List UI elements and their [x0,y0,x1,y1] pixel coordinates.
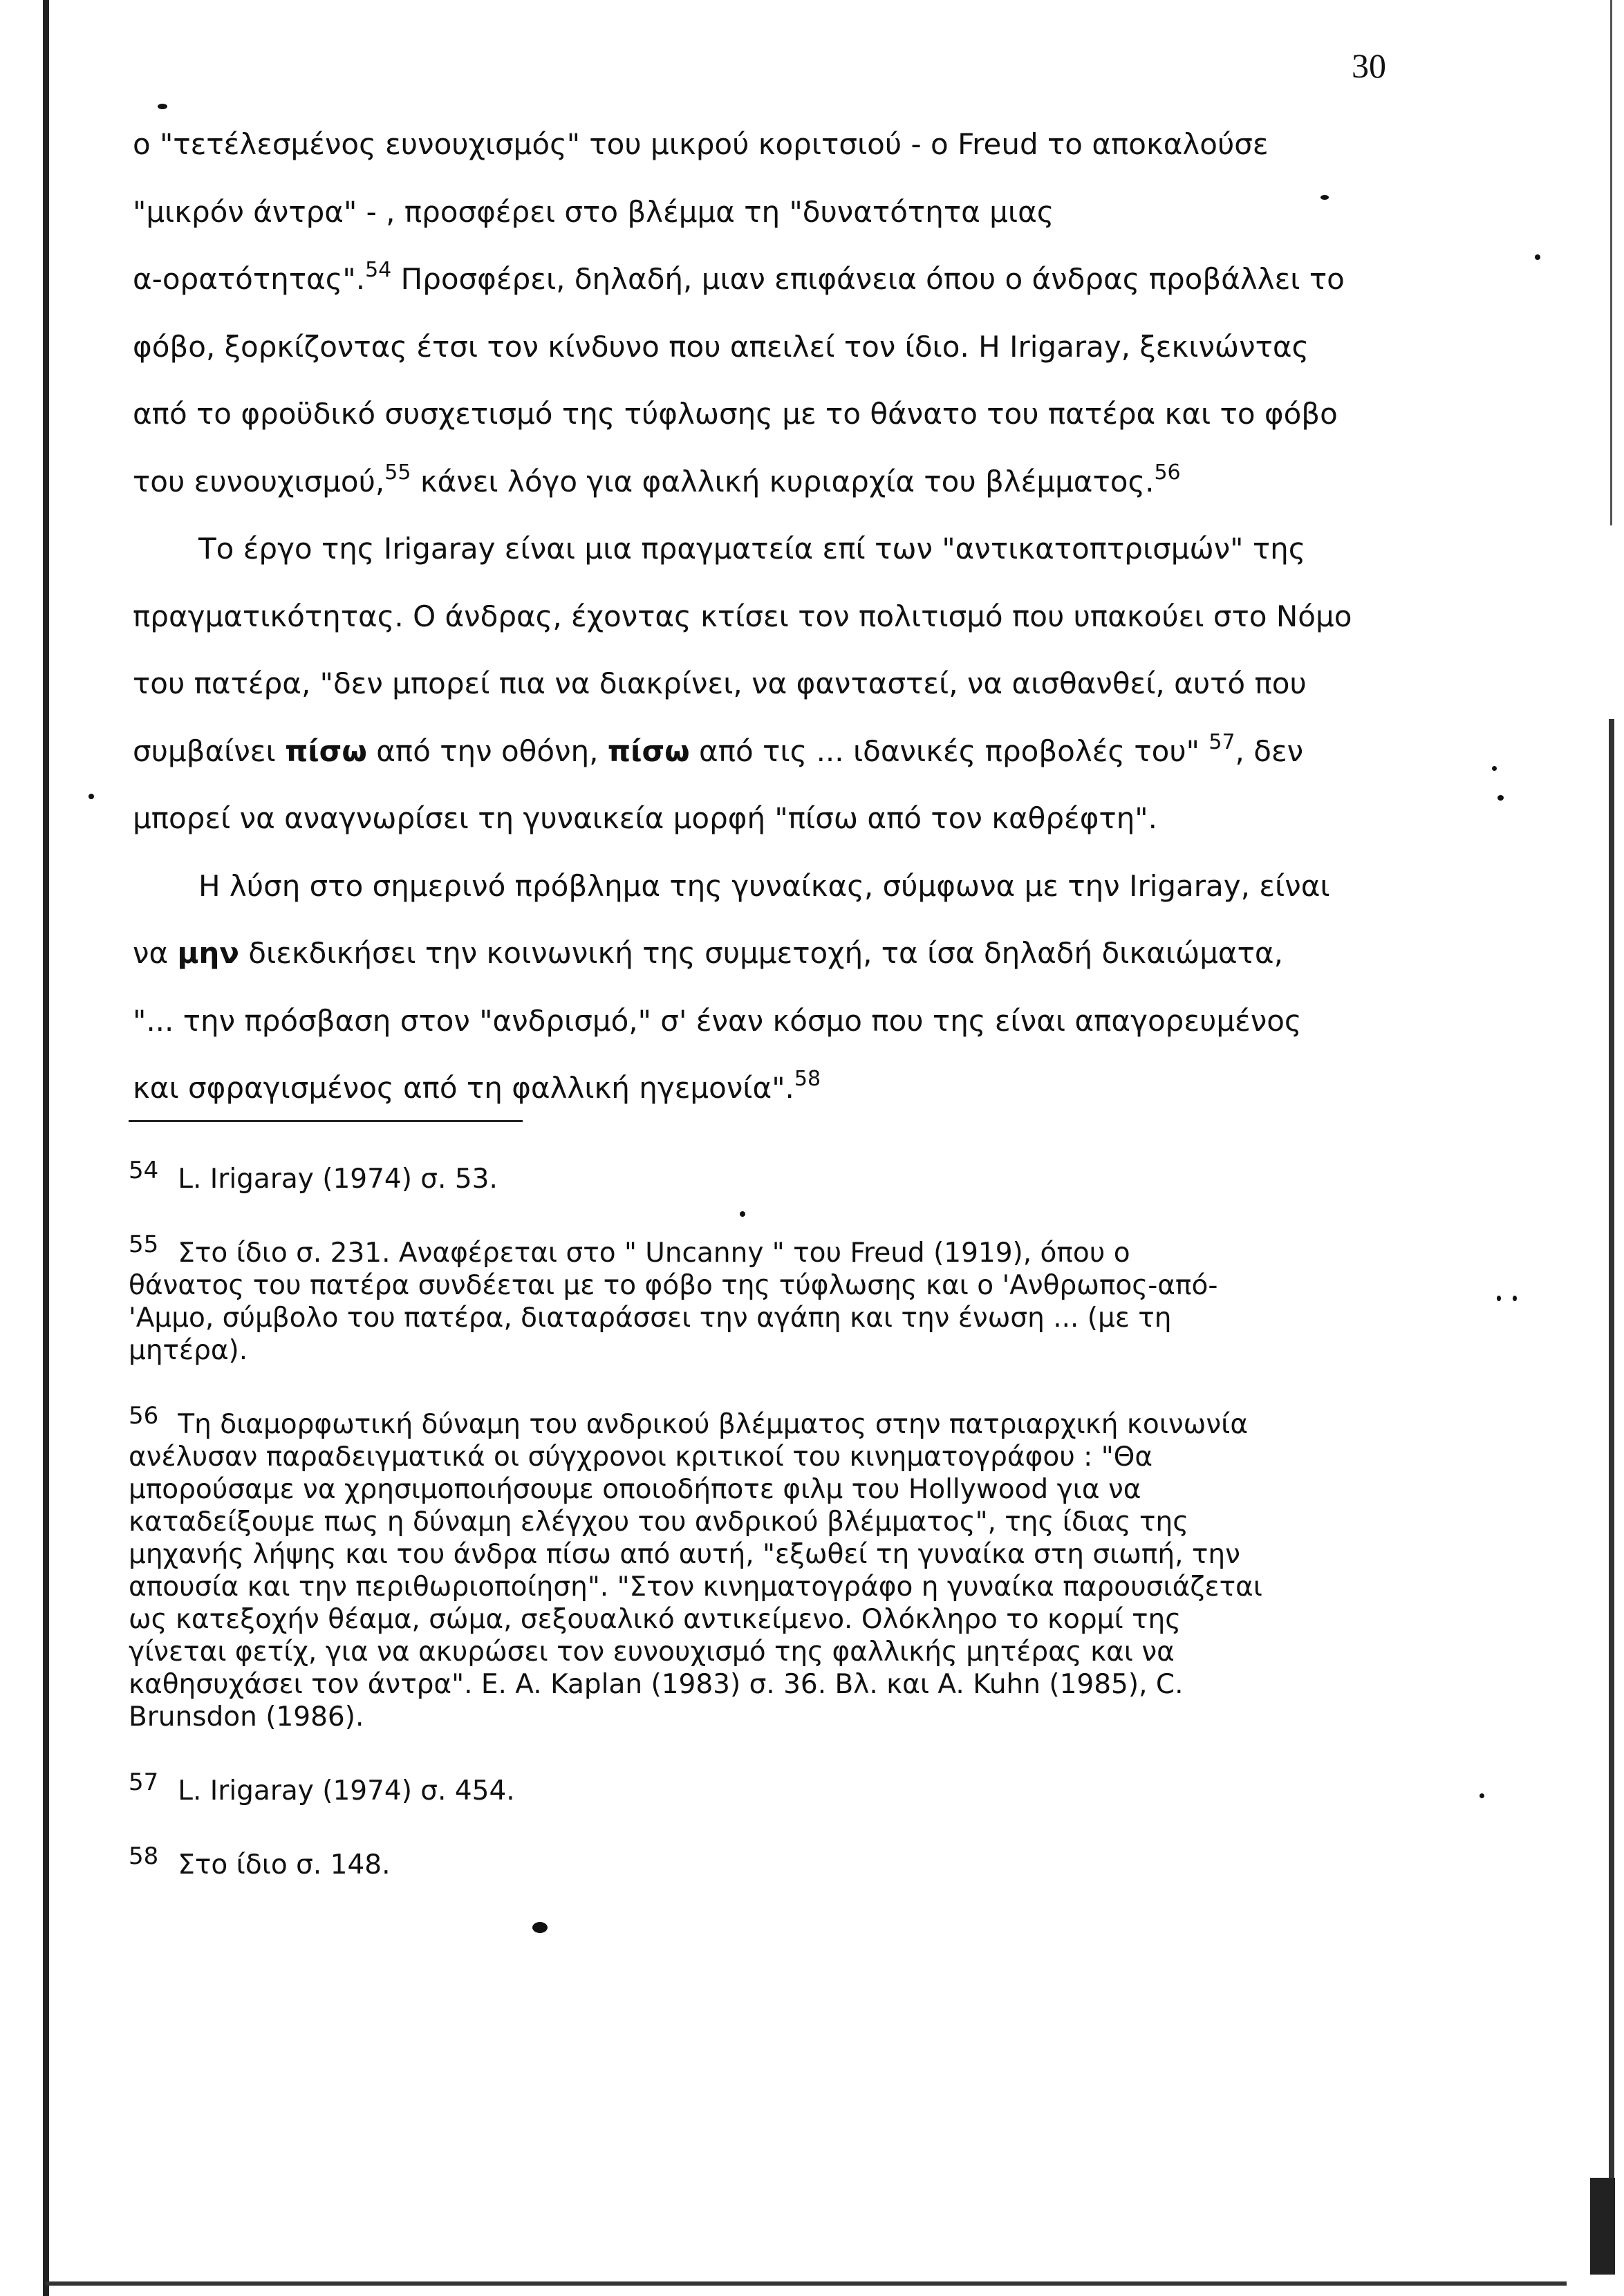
text-line [133,718,1336,785]
scan-speck [158,104,167,109]
footnote-text: L. Irigaray (1974) σ. 454. [178,1775,515,1807]
text-line [133,313,1336,381]
scan-speck [1497,1296,1501,1301]
footnote-line [129,1229,1345,1269]
footnote-ref: 56 [1154,460,1181,485]
main-text [133,111,1352,1122]
footnote-line [129,1766,1345,1807]
text-run: και σφραγισμένος από τη φαλλική ηγεμονία". [133,1071,794,1105]
footnote [129,1840,1345,1881]
text-run: "... την πρόσβαση στον "ανδρισμό," σ' έναν κόσμο που της είναι απαγορευμένος [133,1003,1302,1038]
text-run: φόβο, ξορκίζοντας έτσι τον κίνδυνο που απειλεί τον ίδιο. Η Irigaray, ξεκινώντας [133,329,1309,364]
text-line [133,515,1336,583]
footnote-line: ανέλυσαν παραδειγματικά οι σύγχρονοι κριτικοί του κινηματογράφου : "Θα [129,1441,1153,1473]
text-run: του ευνουχισμού, [133,464,385,498]
emphasis: μην [177,936,239,970]
text-run: , δεν [1235,734,1304,768]
footnote [129,1155,1345,1195]
text-run: α-ορατότητας". [133,262,366,296]
footnote [129,1766,1345,1807]
text-line [133,785,1336,852]
text-run: μπορεί να αναγνωρίσει τη γυναικεία μορφή "πίσω από τον καθρέφτη". [133,801,1157,835]
text-line [133,448,1336,516]
footnote-line [129,1840,1345,1881]
text-run: συμβαίνει [133,734,276,768]
footnote-line: θάνατος του πατέρα συνδέεται με το φόβο της τύφλωσης και ο 'Ανθρωπος-από- [129,1270,1218,1301]
footnote [129,1229,1345,1367]
scan-speck [532,1922,548,1933]
footnote-line: καταδείξουμε πως η δύναμη ελέγχου του ανδρικού βλέμματος", της ίδιας της [129,1506,1189,1538]
scan-speck [88,794,94,799]
text-run: κάνει λόγο για φαλλική κυριαρχία του βλέμματος. [420,464,1155,498]
text-run: Το έργο της Irigaray είναι μια πραγματεία επί των "αντικατοπτρισμών" της [198,532,1306,566]
text-line [133,852,1336,920]
footnote-line: καθησυχάσει τον άντρα". E. A. Kaplan (1983) σ. 36. Βλ. και A. Kuhn (1985), C. [129,1669,1184,1700]
text-run: από τις ... ιδανικές προβολές του" [699,734,1200,768]
text-line [133,380,1336,448]
footnote-line: μηχανής λήψης και του άνδρα πίσω από αυτή, "εξωθεί τη γυναίκα στη σιωπή, την [129,1539,1240,1570]
footnote-text: L. Irigaray (1974) σ. 53. [178,1164,498,1195]
scan-speck [1513,1296,1517,1301]
text-run: Η λύση στο σημερινό πρόβλημα της γυναίκας, σύμφωνα με την Irigaray, είναι [198,868,1330,903]
footnote-rule [129,1120,523,1122]
footnote-number: 55 [129,1231,159,1258]
text-line [133,178,1336,246]
footnote-number: 58 [129,1842,159,1870]
text-line [133,583,1352,651]
emphasis: πίσω [607,734,690,768]
footnote-number: 57 [129,1768,159,1796]
scan-speck [740,1211,745,1217]
footnote-ref: 54 [365,258,392,282]
text-run: Προσφέρει, δηλαδή, μιαν επιφάνεια όπου ο άνδρας προβάλλει το [400,262,1345,296]
text-line [133,245,1345,313]
text-run: διεκδικήσει την κοινωνική της συμμετοχή, τα ίσα δηλαδή δικαιώματα, [248,936,1283,970]
text-run: από το φροϋδικό συσχετισμό της τύφλωσης με το θάνατο του πατέρα και το φόβο [133,397,1338,431]
footnote-ref: 57 [1208,729,1235,754]
scan-border-bottom [46,2281,1567,2286]
page-number: 30 [1352,46,1386,85]
footnote-text: Στο ίδιο σ. 148. [178,1849,391,1880]
scan-border-left [43,0,49,2296]
footnote-ref: 58 [794,1067,821,1091]
text-run: να [133,936,169,970]
footnote-line [129,1155,1345,1195]
footnote [129,1400,1345,1733]
text-run: από την οθόνη, [376,734,599,768]
scan-border-corner [1590,2178,1615,2275]
text-run: ο "τετέλεσμένος ευνουχισμός" του μικρού κοριτσιού - ο Freud το αποκαλούσε [133,127,1269,161]
footnote-line: γίνεται φετίχ, για να ακυρώσει τον ευνουχισμό της φαλλικής μητέρας και να [129,1636,1175,1668]
scan-border-right [1609,719,1614,2268]
footnotes [129,1155,1345,1914]
footnote-line: Brunsdon (1986). [129,1701,364,1733]
text-line [133,1054,1336,1122]
footnote-number: 54 [129,1157,159,1184]
footnote-ref: 55 [384,460,411,485]
scan-speck [1497,795,1504,801]
footnote-text: Στο ίδιο σ. 231. Αναφέρεται στο " Uncanny " του Freud (1919), όπου ο [178,1238,1130,1269]
text-run: "μικρόν άντρα" - , προσφέρει στο βλέμμα τη "δυνατότητα μιας [133,194,1054,229]
text-line [133,650,1336,718]
footnote-text: Τη διαμορφωτική δύναμη του ανδρικού βλέμματος στην πατριαρχική κοινωνία [178,1409,1249,1440]
footnote-line: μητέρα). [129,1335,248,1366]
text-run: πραγματικότητας. Ο άνδρας, έχοντας κτίσει τον πολιτισμό που υπακούει στο Νόμο [133,599,1352,633]
footnote-line: απουσία και την περιθωριοποίηση". "Στον κινηματογράφο η γυναίκα παρουσιάζεται [129,1571,1262,1603]
text-run: του πατέρα, "δεν μπορεί πια να διακρίνει, να φανταστεί, να αισθανθεί, αυτό που [133,666,1307,700]
footnote-line [129,1400,1345,1441]
scan-speck [1492,766,1497,771]
scan-speck [1320,195,1329,200]
footnote-line: μπορούσαμε να χρησιμοποιήσουμε οποιοδήποτε φιλμ του Hollywood για να [129,1474,1141,1505]
emphasis: πίσω [285,734,367,768]
footnote-line: ως κατεξοχήν θέαμα, σώμα, σεξουαλικό αντικείμενο. Ολόκληρο το κορμί της [129,1604,1182,1635]
text-line [133,920,1336,987]
text-line [133,111,1336,178]
footnote-number: 56 [129,1402,159,1430]
scan-speck [1535,254,1540,260]
text-line [133,987,1336,1055]
scan-speck [1480,1793,1484,1798]
footnote-line: 'Αμμο, σύμβολο του πατέρα, διαταράσσει την αγάπη και την ένωση ... (με τη [129,1303,1172,1334]
scan-border-right-top [1610,0,1612,525]
